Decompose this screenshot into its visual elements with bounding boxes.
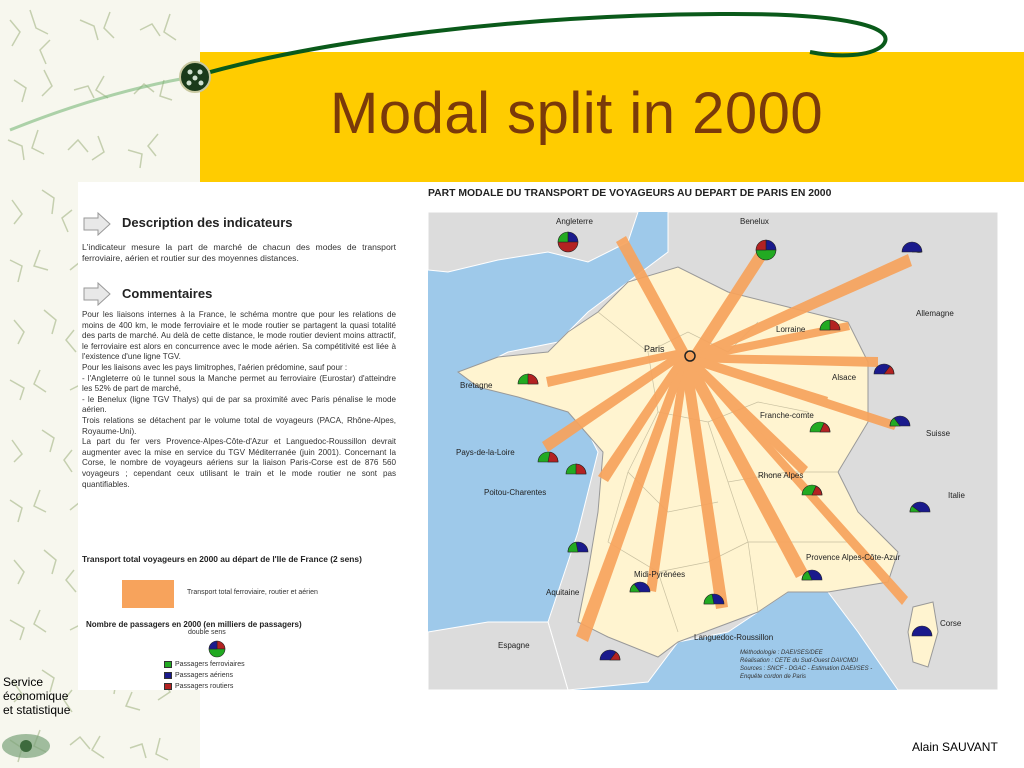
legend-item-rail [164, 661, 245, 668]
region-label: Italie [948, 491, 965, 500]
legend-item-label: Passagers aériens [175, 672, 233, 679]
region-label: Languedoc-Roussillon [694, 633, 774, 642]
spain-land [428, 622, 568, 690]
legend-number-subtitle: double sens [188, 629, 226, 636]
region-label: Bretagne [460, 381, 493, 390]
region-label: Midi-Pyrénées [634, 570, 686, 579]
service-line: et statistique [3, 703, 71, 717]
pie-benelux [756, 240, 776, 260]
description-text: L'indicateur mesure la part de marché de chacun des modes de transport ferroviaire, aérien et routier sur des moyennes distances. [82, 242, 396, 263]
rail-swatch [164, 661, 172, 668]
region-label: Espagne [498, 641, 530, 650]
region-label: Benelux [740, 217, 769, 226]
region-label: Provence Alpes-Côte-Azur [806, 553, 901, 562]
legend-item-label: Passagers routiers [175, 683, 234, 690]
service-line: Service [3, 675, 44, 689]
source-line: Méthodologie : DAEI/SES/DEE [740, 650, 823, 656]
paris-marker [685, 351, 695, 361]
source-line: Enquête cordon de Paris [740, 674, 807, 680]
region-label: Allemagne [916, 309, 954, 318]
region-label: Poitou-Charentes [484, 488, 547, 497]
service-label [3, 675, 70, 717]
region-label: Franche-comte [760, 411, 814, 420]
source-line: Sources : SNCF - DGAC - Estimation DAEI/SES - [740, 666, 873, 672]
paris-label: Paris [644, 344, 665, 354]
road-swatch [164, 683, 172, 690]
legend-item-label: Passagers ferroviaires [175, 661, 245, 668]
arrow-bullet-icon [82, 282, 112, 306]
author-name: Alain SAUVANT [912, 740, 998, 754]
region-label: Aquitaine [546, 588, 580, 597]
region-label: Lorraine [776, 325, 806, 334]
pie-angleterre [558, 232, 578, 252]
region-label: Rhone Alpes [758, 471, 804, 480]
region-label: Suisse [926, 429, 951, 438]
comments-text: Pour les liaisons internes à la France, le schéma montre que pour les relations de moins de 400 km, le mode ferroviaire et le mode routier se partagent la quasi totalité des parts de marché. Au delà de cette distance, le mode routier devient moins attractif, le ferroviaire est alors en concurrence avec le mode aérien. Sa compétitivité est liée à l'existence d'une ligne TGV. Pour les liaisons avec les pays limitrophes, l'aérien prédomine, sauf pour : - l'Angleterre où le tunnel sous la Manche permet au ferroviaire (Eurostar) d'atteindre les 52% de part de marché, - le Benelux (ligne TGV Thalys) qui de par sa proximité avec Paris pénalise le mode aérien. Trois relations se détachent par le volume total de voyageurs (PACA, Rhône-Alpes, Royaume-Uni). La part du fer vers Provence-Alpes-Côte-d'Azur et Languedoc-Roussillon devrait augmenter avec la mise en service du TGV Méditerranée (juin 2001). Concernant la Corse, le nombre de voyageurs aériens sur la liaison Paris-Corse est de 876 560 voyageurs ; cependant ceux utilisant le train et le mode routier ne sont pas quantifiables. [82, 310, 396, 489]
arrow-bullet-icon [82, 212, 112, 236]
legend-number-title: Nombre de passagers en 2000 (en milliers de passagers) [86, 620, 302, 629]
cable-end-icon [180, 62, 210, 92]
legend-item-road [164, 683, 233, 690]
region-label: Pays-de-la-Loire [456, 448, 515, 457]
air-swatch [164, 672, 172, 679]
legend-pie-icon [208, 640, 226, 658]
map-title: PART MODALE DU TRANSPORT DE VOYAGEURS AU DEPART DE PARIS EN 2000 [428, 188, 832, 199]
description-heading: Description des indicateurs [122, 215, 293, 230]
source-line: Réalisation : CETE du Sud-Ouest DAI/CMDI [740, 658, 859, 664]
region-label: Angleterre [556, 217, 593, 226]
legend-flow-band [122, 580, 174, 608]
region-label: Corse [940, 619, 962, 628]
service-line: économique [3, 689, 69, 703]
comments-heading: Commentaires [122, 286, 213, 301]
legend-band-label: Transport total ferroviaire, routier et aérien [187, 589, 318, 596]
legend-item-air [164, 672, 233, 679]
eye-logo-icon [2, 734, 50, 758]
slide-title: Modal split in 2000 [330, 81, 824, 146]
legend-title: Transport total voyageurs en 2000 au départ de l'Ile de France (2 sens) [82, 554, 362, 564]
modal-split-map [428, 212, 998, 690]
region-label: Alsace [832, 373, 857, 382]
